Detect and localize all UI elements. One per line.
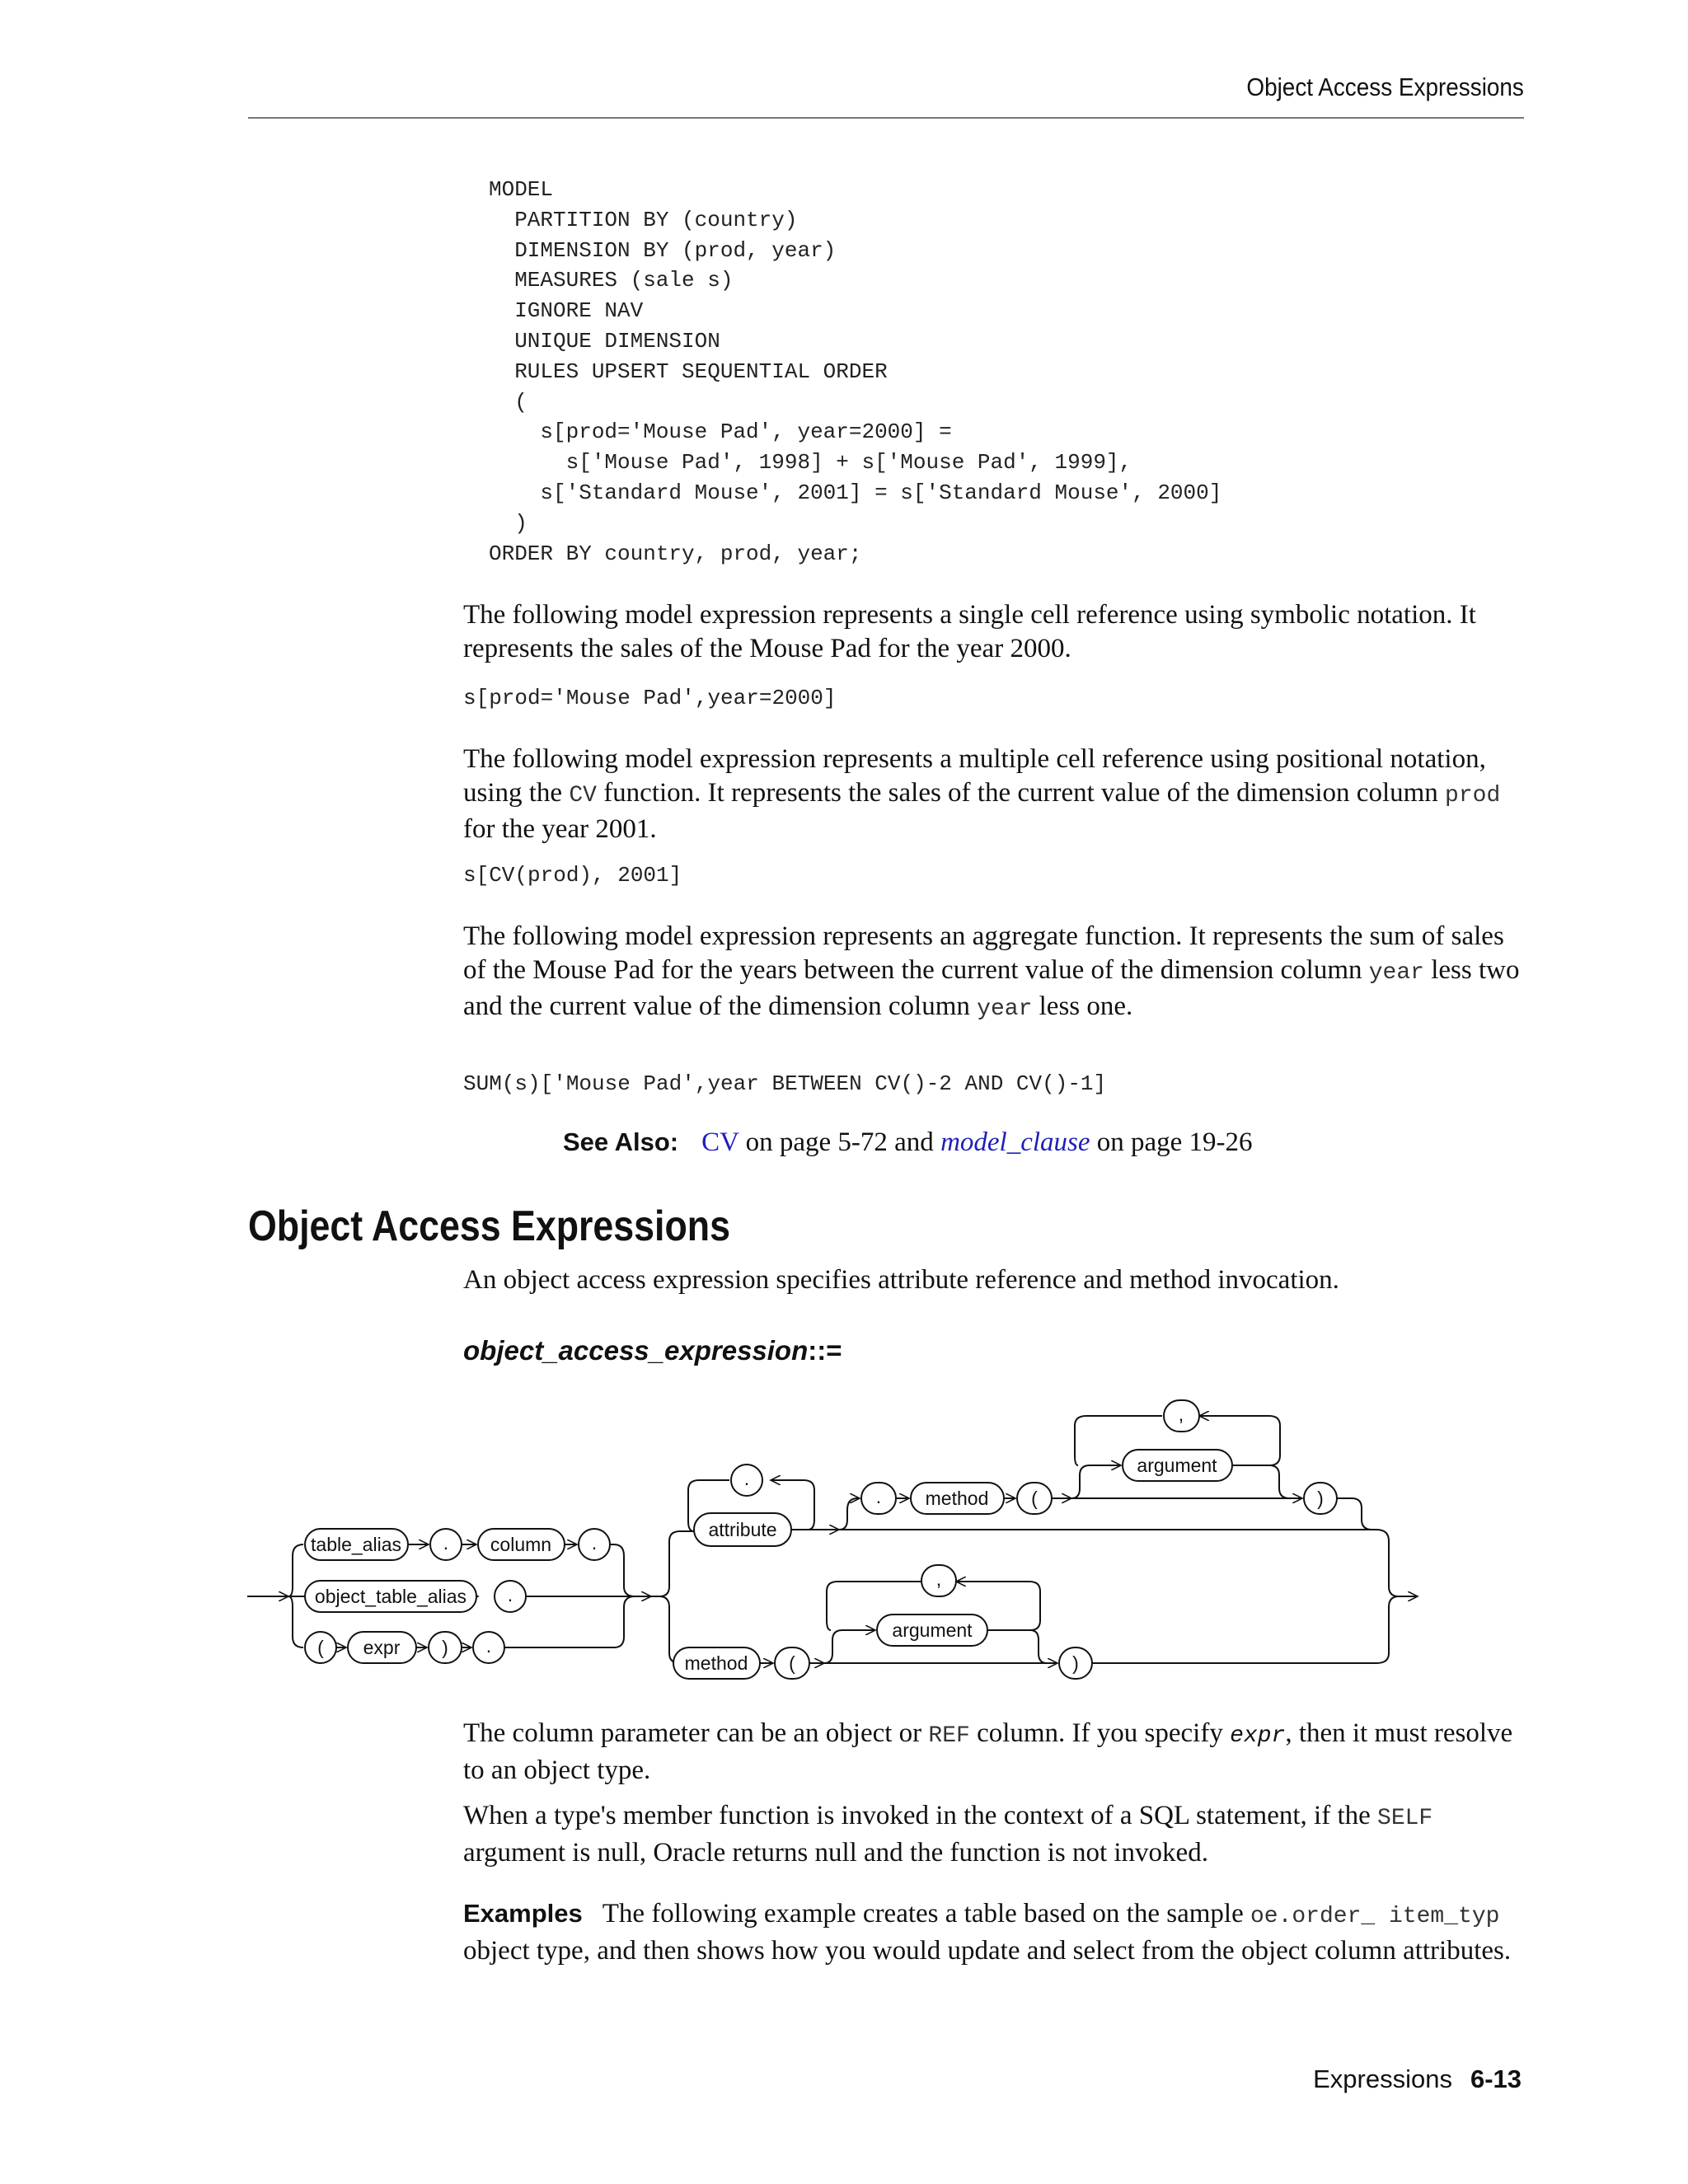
- code-line: ORDER BY country, prod, year;: [489, 541, 862, 566]
- dot-label: .: [443, 1532, 449, 1554]
- method-label: method: [925, 1488, 989, 1509]
- code-line: RULES UPSERT SEQUENTIAL ORDER: [489, 359, 888, 384]
- code-line: s['Mouse Pad', 1998] + s['Mouse Pad', 1999],: [489, 450, 1132, 476]
- column-label: column: [490, 1534, 552, 1555]
- rparen-label: ): [1317, 1488, 1324, 1509]
- paragraph-aggregate-function: The following model expression represents an aggregate function. It represents the sum of sales of the Mouse Pad for the years between the current value of the dimension column year less two and the current value of the dimension column year less one.: [463, 921, 1520, 1022]
- paragraph-symbolic-reference: The following model expression represents a single cell reference using symbolic notation. It represents the sales of the Mouse Pad for the year 2000.: [463, 600, 1476, 663]
- code-line: DIMENSION BY (prod, year): [489, 237, 837, 263]
- model-clause-link[interactable]: model_clause: [940, 1127, 1090, 1157]
- method-label: method: [684, 1652, 748, 1674]
- paragraph-examples: Examples The following example creates a table based on the sample oe.order_ item_typ object type, and then shows how you would update and select from the object column attributes.: [463, 1899, 1512, 1966]
- footer-section: Expressions: [1313, 2064, 1452, 2093]
- code-line: (: [489, 389, 528, 415]
- rparen-label: ): [442, 1637, 448, 1658]
- inline-code-year: year: [1368, 959, 1424, 986]
- inline-code-ref: REF: [928, 1723, 970, 1749]
- rparen-label: ): [1072, 1652, 1079, 1674]
- page-footer: [1313, 2064, 1522, 2094]
- example-symbolic-reference: s[prod='Mouse Pad',year=2000]: [463, 686, 837, 710]
- paragraph-positional-reference: The following model expression represents a multiple cell reference using positional notation, using the CV function. It represents the sales of the current value of the dimension column prod for the year 2001.: [463, 744, 1501, 844]
- dot-label: .: [591, 1532, 598, 1554]
- inline-code-year: year: [977, 996, 1033, 1022]
- syntax-label: object_access_expression::=: [463, 1335, 842, 1366]
- running-header-title: Object Access Expressions: [1246, 73, 1524, 101]
- dot-label: .: [875, 1486, 882, 1507]
- inline-code-cv: CV: [569, 782, 597, 808]
- dot-label: .: [743, 1468, 750, 1489]
- paragraph-column-parameter: The column parameter can be an object or REF column. If you specify expr, then it must resolve to an object type.: [463, 1718, 1513, 1785]
- lparen-label: (: [317, 1637, 324, 1658]
- argument-label: argument: [1137, 1455, 1217, 1476]
- example-positional-reference: s[CV(prod), 2001]: [463, 863, 682, 888]
- cv-link[interactable]: CV: [701, 1127, 739, 1157]
- code-line: IGNORE NAV: [489, 298, 644, 324]
- page-number: 6-13: [1470, 2064, 1522, 2093]
- expr-label: expr: [363, 1637, 401, 1658]
- examples-label: Examples: [463, 1899, 583, 1928]
- see-also-label: See Also:: [563, 1127, 679, 1156]
- inline-code-order-item-typ: oe.order_ item_typ: [1250, 1904, 1500, 1929]
- section-intro: An object access expression specifies attribute reference and method invocation.: [463, 1265, 1339, 1295]
- code-line: PARTITION BY (country): [489, 207, 798, 232]
- section-heading: Object Access Expressions: [248, 1202, 730, 1250]
- comma-label: ,: [1178, 1404, 1184, 1425]
- see-also-note: See Also: CV on page 5-72 and model_clause on page 19-26: [563, 1127, 1253, 1157]
- inline-code-expr: expr: [1230, 1723, 1286, 1749]
- attribute-label: attribute: [708, 1519, 777, 1540]
- code-line: ): [489, 510, 528, 536]
- running-header: [248, 73, 1524, 119]
- object-access-syntax-diagram: [247, 1393, 1451, 1690]
- dot-label: .: [485, 1635, 492, 1657]
- dot-label: .: [507, 1584, 513, 1605]
- code-line: s[prod='Mouse Pad', year=2000] =: [489, 419, 952, 445]
- model-code-block: [489, 175, 1221, 569]
- inline-code-self: SELF: [1377, 1806, 1433, 1831]
- comma-label: ,: [935, 1568, 942, 1590]
- lparen-label: (: [789, 1652, 795, 1674]
- code-line: MODEL: [489, 177, 554, 202]
- object-table-alias-label: object_table_alias: [314, 1586, 467, 1607]
- code-line: s['Standard Mouse', 2001] = s['Standard Mouse', 2000]: [489, 480, 1222, 505]
- table-alias-label: table_alias: [311, 1534, 401, 1555]
- code-line: MEASURES (sale s): [489, 268, 734, 293]
- paragraph-member-function: When a type's member function is invoked in the context of a SQL statement, if the SELF argument is null, Oracle returns null and the function is not invoked.: [463, 1801, 1433, 1868]
- argument-label: argument: [892, 1619, 973, 1641]
- example-aggregate-function: SUM(s)['Mouse Pad',year BETWEEN CV()-2 AND CV()-1]: [463, 1071, 1107, 1096]
- code-line: UNIQUE DIMENSION: [489, 328, 720, 354]
- lparen-label: (: [1031, 1488, 1038, 1509]
- inline-code-prod: prod: [1445, 782, 1501, 808]
